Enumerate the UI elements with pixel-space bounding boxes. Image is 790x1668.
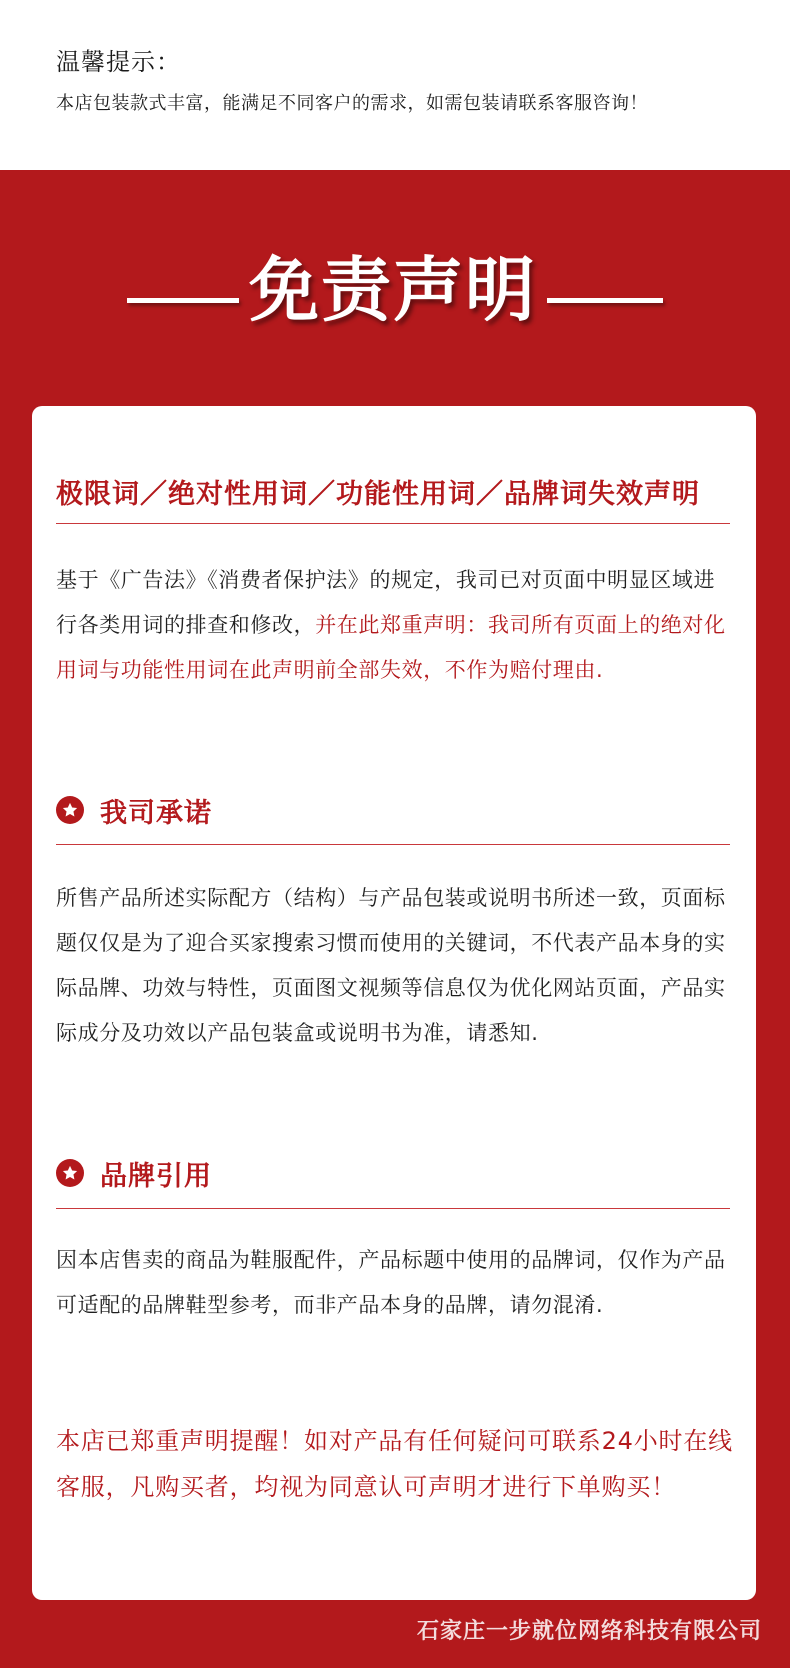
divider — [56, 1208, 730, 1209]
disclaimer-heading: 极限词／绝对性用词／功能性用词／品牌词失效声明 — [56, 479, 700, 510]
page-title: 免责声明 — [249, 249, 537, 331]
final-notice: 本店已郑重声明提醒！如对产品有任何疑问可联系24小时在线客服，凡购买者，均视为同意认可声明才进行下单购买！ — [56, 1427, 733, 1501]
star-icon-glyph — [61, 1164, 79, 1182]
star-icon — [56, 796, 84, 824]
company-name: 石家庄一步就位网络科技有限公司 — [416, 1619, 762, 1644]
divider — [56, 844, 730, 845]
disclaimer-text: 基于《广告法》《消费者保护法》的规定，我司已对页面中明显区域进行各类用词的排查和修改， — [56, 568, 716, 637]
divider — [56, 523, 730, 524]
tip-title: 温馨提示： — [56, 48, 181, 76]
brand-text: 因本店售卖的商品为鞋服配件，产品标题中使用的品牌词，仅作为产品可适配的品牌鞋型参考，而非产品本身的品牌，请勿混淆. — [56, 1248, 726, 1317]
title-decor-line-right — [547, 298, 663, 303]
disclaimer-paragraph — [56, 558, 736, 693]
star-icon — [56, 1159, 84, 1187]
tip-text: 本店包装款式丰富，能满足不同客户的需求，如需包装请联系客服咨询！ — [56, 93, 648, 114]
commitment-text: 所售产品所述实际配方（结构）与产品包装或说明书所述一致，页面标题仅仅是为了迎合买家搜索习惯而使用的关键词，不代表产品本身的实际品牌、功效与特性，页面图文视频等信息仅为优化网站页面，产品实际成分及功效以产品包装盒或说明书为准，请悉知. — [56, 886, 726, 1045]
star-icon-glyph — [61, 801, 79, 819]
title-decor-line-left — [127, 298, 239, 303]
brand-heading — [56, 1155, 212, 1191]
commitment-heading — [56, 792, 212, 828]
commitment-title: 我司承诺 — [100, 797, 212, 829]
tip-section — [0, 0, 790, 170]
brand-title: 品牌引用 — [100, 1160, 212, 1192]
disclaimer-highlight-text: 并在此郑重声明：我司所有页面上的绝对化用词与功能性用词在此声明前全部失效，不作为赔付理由. — [56, 613, 726, 682]
